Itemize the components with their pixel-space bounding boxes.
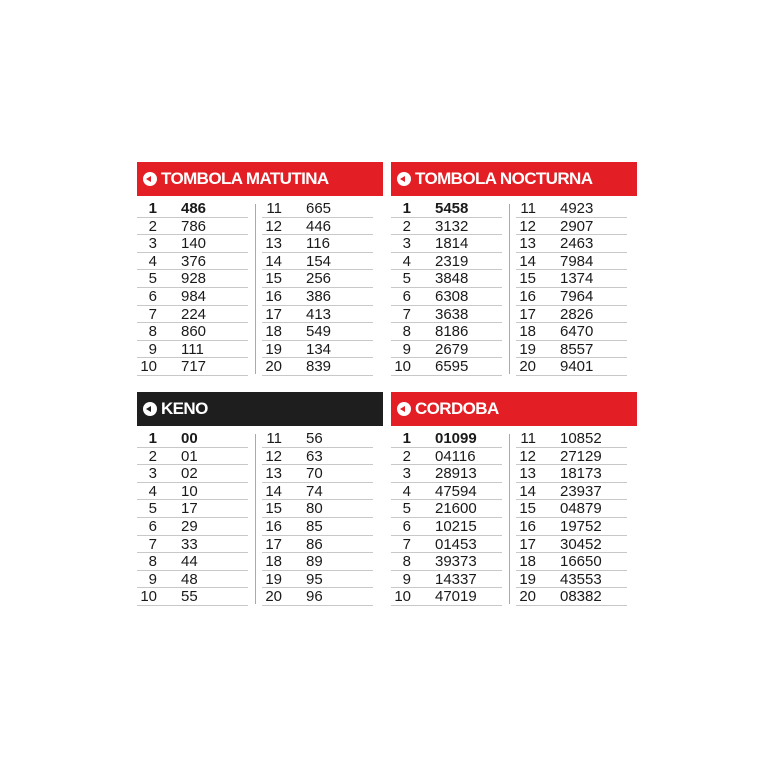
position-number: 2 (148, 447, 157, 465)
column-divider (255, 434, 256, 604)
position-number: 8 (148, 323, 157, 341)
position-number: 14 (519, 482, 536, 500)
result-row (391, 518, 502, 536)
drawn-number: 2826 (560, 305, 594, 323)
drawn-number: 6308 (435, 287, 469, 305)
result-row (516, 358, 627, 376)
position-number: 10 (140, 588, 157, 606)
result-row (262, 341, 373, 359)
panel-header (391, 392, 637, 426)
panel-header (137, 392, 383, 426)
result-row (516, 306, 627, 324)
drawn-number: 70 (306, 465, 323, 483)
result-row (391, 465, 502, 483)
result-row (137, 306, 248, 324)
result-row (137, 448, 248, 466)
drawn-number: 9401 (560, 358, 594, 376)
position-number: 12 (519, 447, 536, 465)
position-number: 8 (148, 553, 157, 571)
result-row (137, 571, 248, 589)
drawn-number: 04116 (435, 447, 476, 465)
result-row (516, 235, 627, 253)
drawn-number: 665 (306, 200, 332, 217)
drawn-number: 86 (306, 535, 323, 553)
result-row (262, 253, 373, 271)
drawn-number: 02 (181, 465, 198, 483)
result-row (262, 200, 373, 218)
drawn-number: 413 (306, 305, 332, 323)
drawn-number: 446 (306, 217, 332, 235)
drawn-number: 44 (181, 553, 198, 571)
results-column-right (516, 200, 627, 376)
position-number: 9 (402, 340, 411, 358)
position-number: 8 (402, 553, 411, 571)
drawn-number: 3638 (435, 305, 469, 323)
drawn-number: 80 (306, 500, 323, 518)
drawn-number: 28913 (435, 465, 477, 483)
result-row (516, 571, 627, 589)
position-number: 18 (519, 553, 536, 571)
drawn-number: 43553 (560, 570, 602, 588)
drawn-number: 717 (181, 358, 207, 376)
drawn-number: 8557 (560, 340, 594, 358)
panel-title: TOMBOLA MATUTINA (161, 169, 329, 188)
drawn-number: 04879 (560, 500, 602, 518)
result-row (137, 536, 248, 554)
result-row (516, 465, 627, 483)
position-number: 7 (148, 535, 157, 553)
position-number: 15 (265, 270, 282, 288)
position-number: 16 (519, 517, 536, 535)
result-row (262, 571, 373, 589)
position-number: 10 (140, 358, 157, 376)
result-row (391, 235, 502, 253)
result-row (391, 200, 502, 218)
drawn-number: 29 (181, 517, 198, 535)
result-row (391, 430, 502, 448)
drawn-number: 48 (181, 570, 198, 588)
drawn-number: 08382 (560, 588, 602, 606)
result-row (391, 588, 502, 606)
result-row (516, 200, 627, 218)
result-row (137, 270, 248, 288)
position-number: 7 (402, 305, 411, 323)
drawn-number: 30452 (560, 535, 602, 553)
results-column-right (516, 430, 627, 606)
panel-header (391, 162, 637, 196)
result-row (391, 483, 502, 501)
position-number: 10 (394, 358, 411, 376)
position-number: 1 (402, 430, 411, 447)
panel-title: TOMBOLA NOCTURNA (415, 169, 593, 188)
position-number: 5 (402, 500, 411, 518)
position-number: 7 (148, 305, 157, 323)
result-row (262, 235, 373, 253)
position-number: 17 (519, 305, 536, 323)
result-row (262, 323, 373, 341)
result-row (262, 465, 373, 483)
position-number: 4 (402, 252, 411, 270)
arrow-left-circle-icon (397, 402, 411, 416)
position-number: 16 (519, 287, 536, 305)
drawn-number: 928 (181, 270, 207, 288)
result-row (516, 483, 627, 501)
result-row (391, 448, 502, 466)
panel-tombola-matutina (137, 162, 383, 376)
drawn-number: 10852 (560, 430, 602, 447)
drawn-number: 95 (306, 570, 323, 588)
drawn-number: 18173 (560, 465, 602, 483)
drawn-number: 16650 (560, 553, 602, 571)
position-number: 11 (266, 200, 282, 217)
result-row (516, 536, 627, 554)
panel-keno (137, 392, 383, 606)
drawn-number: 39373 (435, 553, 477, 571)
position-number: 4 (402, 482, 411, 500)
position-number: 2 (402, 447, 411, 465)
result-row (137, 323, 248, 341)
drawn-number: 63 (306, 447, 323, 465)
position-number: 19 (265, 570, 282, 588)
result-row (391, 253, 502, 271)
result-row (137, 588, 248, 606)
drawn-number: 486 (181, 200, 207, 217)
drawn-number: 1374 (560, 270, 594, 288)
drawn-number: 14337 (435, 570, 477, 588)
drawn-number: 1814 (435, 235, 469, 253)
drawn-number: 47594 (435, 482, 477, 500)
drawn-number: 33 (181, 535, 198, 553)
result-row (391, 553, 502, 571)
drawn-number: 6595 (435, 358, 469, 376)
position-number: 18 (265, 323, 282, 341)
result-row (391, 358, 502, 376)
position-number: 20 (265, 588, 282, 606)
drawn-number: 4923 (560, 200, 594, 217)
result-row (262, 218, 373, 236)
result-row (262, 588, 373, 606)
position-number: 17 (519, 535, 536, 553)
result-row (262, 448, 373, 466)
position-number: 13 (265, 235, 282, 253)
position-number: 12 (265, 447, 282, 465)
drawn-number: 786 (181, 217, 207, 235)
arrow-left-circle-icon (143, 402, 157, 416)
column-divider (255, 204, 256, 374)
result-row (516, 218, 627, 236)
drawn-number: 55 (181, 588, 198, 606)
result-row (262, 483, 373, 501)
results-column-right (262, 200, 373, 376)
drawn-number: 140 (181, 235, 207, 253)
drawn-number: 860 (181, 323, 207, 341)
position-number: 11 (520, 430, 536, 447)
result-row (262, 500, 373, 518)
position-number: 11 (520, 200, 536, 217)
result-row (516, 448, 627, 466)
position-number: 5 (148, 270, 157, 288)
result-row (516, 553, 627, 571)
position-number: 2 (402, 217, 411, 235)
drawn-number: 01099 (435, 430, 477, 447)
result-row (137, 288, 248, 306)
position-number: 14 (265, 252, 282, 270)
drawn-number: 839 (306, 358, 332, 376)
position-number: 3 (402, 465, 411, 483)
position-number: 13 (265, 465, 282, 483)
drawn-number: 3848 (435, 270, 469, 288)
position-number: 4 (148, 482, 157, 500)
drawn-number: 85 (306, 517, 323, 535)
result-row (516, 500, 627, 518)
drawn-number: 7984 (560, 252, 594, 270)
drawn-number: 256 (306, 270, 332, 288)
position-number: 6 (402, 517, 411, 535)
result-row (391, 218, 502, 236)
position-number: 11 (266, 430, 282, 447)
panel-cordoba (391, 392, 637, 606)
position-number: 2 (148, 217, 157, 235)
result-row (516, 518, 627, 536)
result-row (391, 306, 502, 324)
result-row (391, 341, 502, 359)
drawn-number: 386 (306, 287, 332, 305)
result-row (137, 465, 248, 483)
drawn-number: 00 (181, 430, 198, 447)
result-row (262, 518, 373, 536)
result-row (516, 430, 627, 448)
drawn-number: 2319 (435, 252, 469, 270)
position-number: 19 (519, 340, 536, 358)
result-row (391, 571, 502, 589)
results-column-right (262, 430, 373, 606)
position-number: 10 (394, 588, 411, 606)
position-number: 4 (148, 252, 157, 270)
result-row (137, 341, 248, 359)
position-number: 9 (148, 340, 157, 358)
result-row (516, 253, 627, 271)
position-number: 15 (265, 500, 282, 518)
panel-tombola-nocturna (391, 162, 637, 376)
position-number: 3 (148, 235, 157, 253)
position-number: 16 (265, 517, 282, 535)
result-row (262, 536, 373, 554)
drawn-number: 7964 (560, 287, 594, 305)
panel-title: KENO (161, 399, 208, 418)
position-number: 3 (402, 235, 411, 253)
drawn-number: 10 (181, 482, 198, 500)
drawn-number: 224 (181, 305, 207, 323)
drawn-number: 2907 (560, 217, 594, 235)
results-column-left (137, 430, 248, 606)
result-row (137, 358, 248, 376)
drawn-number: 116 (306, 235, 330, 253)
position-number: 1 (402, 200, 411, 217)
drawn-number: 01453 (435, 535, 477, 553)
drawn-number: 27129 (560, 447, 602, 465)
column-divider (509, 204, 510, 374)
position-number: 13 (519, 235, 536, 253)
drawn-number: 21600 (435, 500, 477, 518)
results-column-left (391, 200, 502, 376)
position-number: 5 (148, 500, 157, 518)
position-number: 20 (265, 358, 282, 376)
result-row (516, 341, 627, 359)
drawn-number: 2679 (435, 340, 469, 358)
position-number: 9 (148, 570, 157, 588)
result-row (262, 553, 373, 571)
arrow-left-circle-icon (397, 172, 411, 186)
position-number: 14 (265, 482, 282, 500)
panel-header (137, 162, 383, 196)
position-number: 3 (148, 465, 157, 483)
drawn-number: 5458 (435, 200, 469, 217)
drawn-number: 23937 (560, 482, 602, 500)
drawn-number: 549 (306, 323, 332, 341)
drawn-number: 2463 (560, 235, 594, 253)
result-row (137, 553, 248, 571)
position-number: 1 (148, 200, 157, 217)
drawn-number: 134 (306, 340, 332, 358)
position-number: 12 (519, 217, 536, 235)
drawn-number: 111 (181, 340, 204, 358)
result-row (262, 430, 373, 448)
result-row (391, 270, 502, 288)
drawn-number: 47019 (435, 588, 477, 606)
position-number: 20 (519, 588, 536, 606)
column-divider (509, 434, 510, 604)
drawn-number: 01 (181, 447, 198, 465)
result-row (137, 253, 248, 271)
position-number: 9 (402, 570, 411, 588)
drawn-number: 89 (306, 553, 323, 571)
result-row (137, 483, 248, 501)
result-row (516, 588, 627, 606)
result-row (391, 288, 502, 306)
position-number: 19 (265, 340, 282, 358)
result-row (262, 306, 373, 324)
position-number: 16 (265, 287, 282, 305)
result-row (516, 270, 627, 288)
result-row (262, 270, 373, 288)
drawn-number: 56 (306, 430, 323, 447)
result-row (262, 358, 373, 376)
drawn-number: 8186 (435, 323, 469, 341)
results-column-left (391, 430, 502, 606)
drawn-number: 984 (181, 287, 207, 305)
position-number: 15 (519, 270, 536, 288)
position-number: 13 (519, 465, 536, 483)
drawn-number: 19752 (560, 517, 602, 535)
drawn-number: 96 (306, 588, 323, 606)
position-number: 17 (265, 535, 282, 553)
panel-title: CORDOBA (415, 399, 499, 418)
position-number: 18 (519, 323, 536, 341)
position-number: 14 (519, 252, 536, 270)
drawn-number: 10215 (435, 517, 477, 535)
drawn-number: 3132 (435, 217, 469, 235)
position-number: 7 (402, 535, 411, 553)
drawn-number: 74 (306, 482, 323, 500)
result-row (391, 323, 502, 341)
result-row (516, 288, 627, 306)
result-row (137, 218, 248, 236)
position-number: 18 (265, 553, 282, 571)
position-number: 6 (402, 287, 411, 305)
result-row (137, 235, 248, 253)
result-row (391, 536, 502, 554)
position-number: 15 (519, 500, 536, 518)
position-number: 17 (265, 305, 282, 323)
drawn-number: 17 (181, 500, 198, 518)
result-row (262, 288, 373, 306)
position-number: 1 (148, 430, 157, 447)
result-row (137, 430, 248, 448)
position-number: 6 (148, 517, 157, 535)
position-number: 6 (148, 287, 157, 305)
position-number: 12 (265, 217, 282, 235)
result-row (391, 500, 502, 518)
position-number: 20 (519, 358, 536, 376)
position-number: 19 (519, 570, 536, 588)
arrow-left-circle-icon (143, 172, 157, 186)
drawn-number: 376 (181, 252, 207, 270)
drawn-number: 154 (306, 252, 332, 270)
result-row (516, 323, 627, 341)
result-row (137, 500, 248, 518)
result-row (137, 200, 248, 218)
drawn-number: 6470 (560, 323, 594, 341)
results-column-left (137, 200, 248, 376)
result-row (137, 518, 248, 536)
position-number: 5 (402, 270, 411, 288)
position-number: 8 (402, 323, 411, 341)
